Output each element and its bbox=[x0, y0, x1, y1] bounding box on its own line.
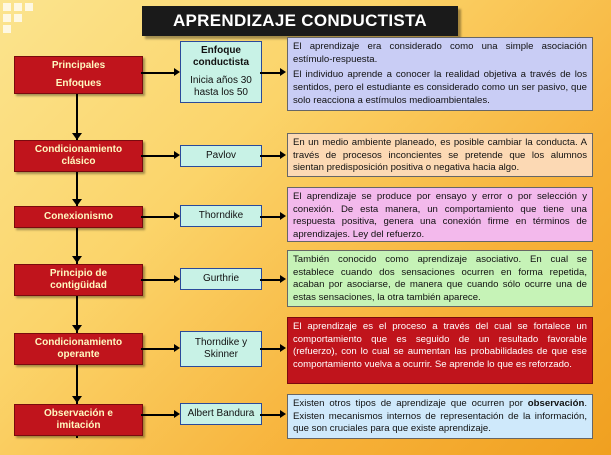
description-box bbox=[287, 37, 593, 111]
category-label: Enfoques bbox=[55, 77, 102, 89]
description-text bbox=[293, 398, 587, 436]
description-text: En un medio ambiente planeado, es posible cambiar la conducta. A través de procesos inconcientes se pretende que los alumnos sientan predisposición positiva o negativa hacia algo. bbox=[293, 137, 587, 174]
category-principales-enfoques bbox=[14, 56, 143, 94]
category-condicionamiento-clasico bbox=[14, 140, 143, 172]
description-box bbox=[287, 133, 593, 177]
category-label: Principales bbox=[51, 60, 106, 71]
connector-line bbox=[141, 216, 175, 218]
connector-line bbox=[141, 155, 175, 157]
category-label: clásico bbox=[61, 156, 96, 167]
category-label: Condicionamiento bbox=[34, 143, 123, 155]
connector-line bbox=[260, 348, 280, 350]
author-label: Gurthrie bbox=[202, 272, 240, 284]
connector-line bbox=[260, 216, 280, 218]
description-box bbox=[287, 187, 593, 242]
connector-line bbox=[141, 414, 175, 416]
connector-line bbox=[260, 72, 280, 74]
category-label: Condicionamiento bbox=[34, 336, 123, 348]
description-text-bold: observación bbox=[527, 398, 585, 409]
category-label: operante bbox=[57, 349, 100, 360]
category-observacion-imitacion bbox=[14, 404, 143, 436]
corner-square bbox=[3, 14, 11, 22]
description-box bbox=[287, 394, 593, 439]
author-label: Inicia años 30 hasta los 50 bbox=[190, 74, 252, 98]
description-box bbox=[287, 250, 593, 307]
author-label: Pavlov bbox=[205, 149, 236, 161]
connector-line bbox=[260, 414, 280, 416]
corner-square bbox=[25, 3, 33, 11]
connector-line bbox=[141, 348, 175, 350]
arrow-down-icon bbox=[72, 256, 82, 263]
category-label: contigüidad bbox=[50, 280, 107, 291]
arrow-right-icon bbox=[280, 275, 286, 283]
category-label: Principio de bbox=[49, 267, 108, 279]
connector-line bbox=[141, 279, 175, 281]
arrow-right-icon bbox=[280, 410, 286, 418]
connector-line bbox=[260, 155, 280, 157]
author-label: Albert Bandura bbox=[187, 407, 255, 419]
description-box bbox=[287, 317, 593, 384]
description-text-part: . Existen mecanismos internos de representación de la información, que son cruciales para que existe aprendizaje. bbox=[293, 398, 587, 435]
category-label: Observación e bbox=[44, 407, 113, 419]
corner-square bbox=[3, 25, 11, 33]
category-principio-contiguidad bbox=[14, 264, 143, 296]
category-label: Conexionismo bbox=[44, 210, 113, 222]
arrow-down-icon bbox=[72, 133, 82, 140]
corner-square bbox=[14, 14, 22, 22]
arrow-right-icon bbox=[280, 344, 286, 352]
description-text: El individuo aprende a conocer la realidad objetiva a través de los sentidos, pero el estudiante es considerado como un ser pasivo, que solo reacciona a estímulos medioambientales. bbox=[293, 69, 587, 106]
description-text: El aprendizaje es el proceso a través del cual se fortalece un comportamiento que es seguido de un resultado favorable (refuerzo), con lo cual se aumentan las probabilidades de que ese comportamiento vuelva a ocurrir. Se aprende lo que es reforzado. bbox=[293, 321, 587, 370]
author-title: Enfoque conductista bbox=[192, 44, 250, 68]
arrow-right-icon bbox=[280, 212, 286, 220]
description-text: El aprendizaje era considerado como una simple asociación estímulo-respuesta. bbox=[293, 41, 587, 65]
description-text: También conocido como aprendizaje asociativo. En cual se establece cuando dos sensaciones ocurren en forma repetida, acaban por asociarse, de manera que cuando sólo ocurre una de estas sensaciones, la otra también aparece. bbox=[293, 254, 587, 303]
corner-square bbox=[14, 3, 22, 11]
author-box-pavlov bbox=[180, 145, 262, 167]
arrow-down-icon bbox=[72, 396, 82, 403]
connector-line bbox=[260, 279, 280, 281]
page-title: APRENDIZAJE CONDUCTISTA bbox=[142, 6, 458, 36]
arrow-right-icon bbox=[280, 68, 286, 76]
author-label: Thorndike y Skinner bbox=[194, 336, 248, 360]
arrow-down-icon bbox=[72, 325, 82, 332]
arrow-down-icon bbox=[72, 199, 82, 206]
category-conexionismo bbox=[14, 206, 143, 228]
description-text-part: Existen otros tipos de aprendizaje que ocurren por bbox=[293, 398, 528, 409]
author-box-thorndike-skinner bbox=[180, 331, 262, 367]
category-condicionamiento-operante bbox=[14, 333, 143, 365]
description-text: El aprendizaje se produce por ensayo y error o por selección y conexión. De esta manera, un comportamiento que tiene una respuesta positiva, genera una conexión firme en términos de aprendizajes. Ley del refuerzo. bbox=[293, 191, 587, 240]
arrow-right-icon bbox=[280, 151, 286, 159]
author-box-enfoque bbox=[180, 41, 262, 103]
author-box-bandura bbox=[180, 403, 262, 425]
category-label: imitación bbox=[56, 420, 101, 431]
author-label: Thorndike bbox=[198, 209, 244, 221]
author-box-thorndike bbox=[180, 205, 262, 227]
corner-square bbox=[3, 3, 11, 11]
connector-line bbox=[141, 72, 175, 74]
author-box-gurthrie bbox=[180, 268, 262, 290]
